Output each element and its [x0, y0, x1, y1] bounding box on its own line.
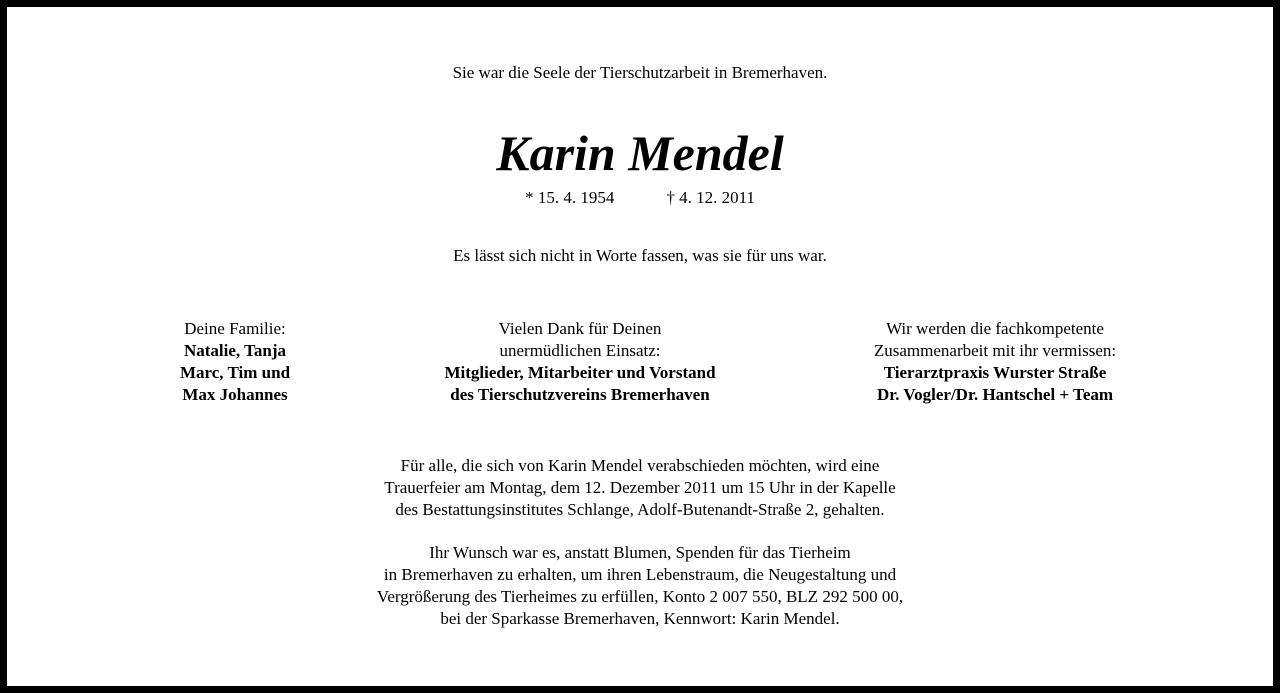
- vet-name: Tierarztpraxis Wurster Straße: [883, 363, 1107, 382]
- intro-line: Sie war die Seele der Tierschutzarbeit in Bremerhaven.: [452, 63, 828, 82]
- donation-line: bei der Sparkasse Bremerhaven, Kennwort: Karin Mendel.: [440, 609, 840, 628]
- family-name: Max Johannes: [182, 385, 288, 404]
- death-date: † 4. 12. 2011: [666, 188, 755, 207]
- vet-practice-column: [795, 318, 1195, 406]
- vet-label: Wir werden die fachkompetente: [886, 319, 1104, 338]
- association-label: Vielen Dank für Deinen: [498, 319, 662, 338]
- birth-date: * 15. 4. 1954: [525, 188, 615, 207]
- memorial-quote: Es lässt sich nicht in Worte fassen, was sie für uns war.: [453, 246, 827, 265]
- association-name: des Tierschutzvereins Bremerhaven: [450, 385, 710, 404]
- deceased-name: Karin Mendel: [496, 125, 784, 181]
- donation-line: Vergrößerung des Tierheimes zu erfüllen, Konto 2 007 550, BLZ 292 500 00,: [376, 587, 904, 606]
- vet-label: Zusammenarbeit mit ihr vermissen:: [873, 341, 1117, 360]
- association-name: Mitglieder, Mitarbeiter und Vorstand: [444, 363, 716, 382]
- funeral-line: des Bestattungsinstitutes Schlange, Adolf-Butenandt-Straße 2, gehalten.: [395, 500, 885, 519]
- association-label: unermüdlichen Einsatz:: [499, 341, 661, 360]
- funeral-line: Für alle, die sich von Karin Mendel verabschieden möchten, wird eine: [400, 456, 880, 475]
- family-column: [135, 318, 335, 406]
- donation-paragraph: [7, 542, 1273, 630]
- funeral-line: Trauerfeier am Montag, dem 12. Dezember 2011 um 15 Uhr in der Kapelle: [384, 478, 896, 497]
- vet-name: Dr. Vogler/Dr. Hantschel + Team: [876, 385, 1114, 404]
- donation-line: in Bremerhaven zu erhalten, um ihren Lebenstraum, die Neugestaltung und: [383, 565, 897, 584]
- obituary-notice: [7, 7, 1273, 686]
- family-name: Marc, Tim und: [179, 363, 291, 382]
- family-label: Deine Familie:: [184, 319, 286, 338]
- funeral-paragraph: [7, 455, 1273, 521]
- donation-line: Ihr Wunsch war es, anstatt Blumen, Spenden für das Tierheim: [429, 543, 851, 562]
- life-dates: [7, 188, 1273, 208]
- family-name: Natalie, Tanja: [183, 341, 287, 360]
- association-column: [380, 318, 780, 406]
